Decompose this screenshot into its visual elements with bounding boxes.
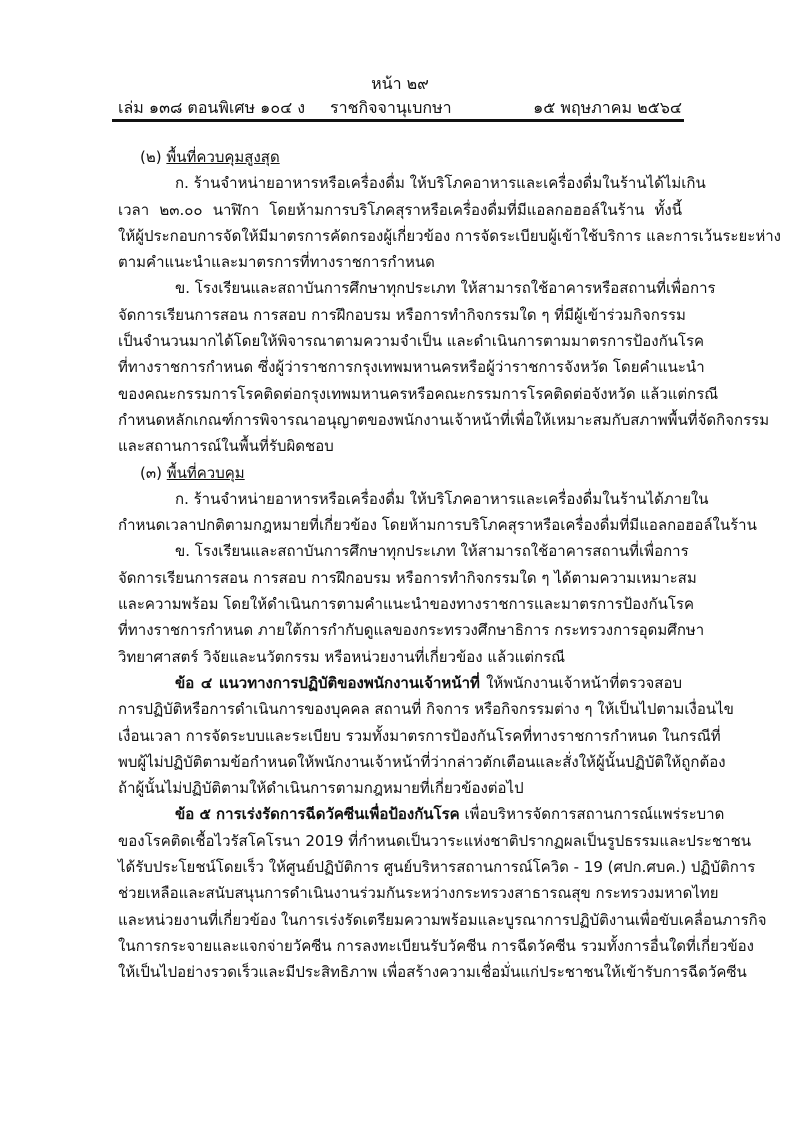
text-line: วิทยาศาสตร์ วิจัยและนวัตกรรม หรือหน่วยงานที่เกี่ยวข้อง แล้วแต่กรณี	[118, 647, 566, 666]
text-line: ก. ร้านจำหน่ายอาหารหรือเครื่องดื่ม ให้บริโภคอาหารและเครื่องดื่มในร้านได้ไม่เกิน	[175, 174, 706, 193]
header-rule	[112, 119, 684, 122]
text-line: กำหนดเวลาปกติตามกฎหมายที่เกี่ยวข้อง โดยห้ามการบริโภคสุราหรือเครื่องดื่มที่มีแอลกอฮอล์ในร้าน	[118, 516, 757, 535]
subsection-number: (๓)	[140, 463, 167, 482]
text-line: ที่ทางราชการกำหนด ซึ่งผู้ว่าราชการกรุงเทพมหานครหรือผู้ว่าราชการจังหวัด โดยคำแนะนำ	[118, 358, 705, 377]
page-number: หน้า ๒๙	[371, 74, 429, 93]
text-line: ในการกระจายและแจกจ่ายวัคซีน การลงทะเบียนรับวัคซีน การฉีดวัคซีน รวมทั้งการอื่นใดที่เกี่ยวข้อง	[118, 936, 754, 955]
text-line: ที่ทางราชการกำหนด ภายใต้การกำกับดูแลของกระทรวงศึกษาธิการ กระทรวงการอุดมศึกษา	[118, 621, 705, 640]
section-5-heading	[118, 801, 725, 827]
text-line: ให้เป็นไปอย่างรวดเร็วและมีประสิทธิภาพ เพื่อสร้างความเชื่อมั่นแก่ประชาชนให้เข้ารับการฉีดวัคซีน	[118, 963, 747, 982]
gazette-header	[118, 96, 682, 120]
section-title: ข้อ ๔ แนวทางการปฏิบัติของพนักงานเจ้าหน้าที่	[175, 673, 480, 692]
text-line: จัดการเรียนการสอน การสอบ การฝึกอบรม หรือการทำกิจกรรมใด ๆ ที่มีผู้เข้าร่วมกิจกรรม	[118, 305, 686, 324]
text-line: ช่วยเหลือและสนับสนุนการดำเนินงานร่วมกันระหว่างกระทรวงสาธารณสุข กระทรวงมหาดไทย	[118, 884, 719, 903]
text-line: ถ้าผู้นั้นไม่ปฏิบัติตามให้ดำเนินการตามกฎหมายที่เกี่ยวข้องต่อไป	[118, 779, 524, 798]
text-line: เวลา ๒๓.๐๐ นาฬิกา โดยห้ามการบริโภคสุราหรือเครื่องดื่มที่มีแอลกอฮอล์ในร้าน ทั้งนี้	[118, 200, 682, 219]
text-line: และสถานการณ์ในพื้นที่รับผิดชอบ	[118, 437, 334, 456]
volume-info: เล่ม ๑๓๘ ตอนพิเศษ ๑๐๔ ง	[118, 98, 306, 117]
text-line: จัดการเรียนการสอน การสอบ การฝึกอบรม หรือการทำกิจกรรมใด ๆ ได้ตามความเหมาะสม	[118, 568, 697, 587]
subsection-number: (๒)	[140, 148, 167, 166]
text-line: ได้รับประโยชน์โดยเร็ว ให้ศูนย์ปฏิบัติการ ศูนย์บริหารสถานการณ์โควิด - 19 (ศปก.ศบค.) ปฏิบัติการ	[118, 858, 756, 877]
text-line: เป็นจำนวนมากได้โดยให้พิจารณาตามความจำเป็น และดำเนินการตามมาตรการป้องกันโรค	[118, 332, 705, 351]
text-line: ข. โรงเรียนและสถาบันการศึกษาทุกประเภท ให้สามารถใช้อาคารสถานที่เพื่อการ	[175, 542, 689, 561]
text-line: การปฏิบัติหรือการดำเนินการของบุคคล สถานที่ กิจการ หรือกิจกรรมต่าง ๆ ให้เป็นไปตามเงื่อนไข	[118, 700, 734, 719]
subsection-title: พื้นที่ควบคุมสูงสุด	[166, 148, 280, 166]
text-line: กำหนดหลักเกณฑ์การพิจารณาอนุญาตของพนักงานเจ้าหน้าที่เพื่อให้เหมาะสมกับสภาพพื้นที่จัดกิจกรรม	[118, 410, 770, 429]
text-line: พบผู้ไม่ปฏิบัติตามข้อกำหนดให้พนักงานเจ้าหน้าที่ว่ากล่าวตักเตือนและสั่งให้ผู้นั้นปฏิบัติให้ถูกต้อง	[118, 752, 726, 771]
publication-date: ๑๕ พฤษภาคม ๒๕๖๔	[533, 98, 682, 117]
text-line: ข. โรงเรียนและสถาบันการศึกษาทุกประเภท ให้สามารถใช้อาคารหรือสถานที่เพื่อการ	[175, 279, 716, 298]
text-line: และความพร้อม โดยให้ดำเนินการตามคำแนะนำของทางราชการและมาตรการป้องกันโรค	[118, 595, 694, 614]
text-line: ให้ผู้ประกอบการจัดให้มีมาตรการคัดกรองผู้เกี่ยวข้อง การจัดระเบียบผู้เข้าใช้บริการ และการเว้นระยะห่าง	[118, 226, 781, 245]
text-line: เงื่อนเวลา การจัดระบบและระเบียบ รวมทั้งมาตรการป้องกันโรคที่ทางราชการกำหนด ในกรณีที่	[118, 726, 721, 745]
subsection-title: พื้นที่ควบคุม	[166, 463, 245, 482]
text-line: ก. ร้านจำหน่ายอาหารหรือเครื่องดื่ม ให้บริโภคอาหารและเครื่องดื่มในร้านได้ภายใน	[175, 489, 709, 508]
section-text: เพื่อบริหารจัดการสถานการณ์แพร่ระบาด	[459, 805, 725, 824]
text-line: ของคณะกรรมการโรคติดต่อกรุงเทพมหานครหรือคณะกรรมการโรคติดต่อจังหวัด แล้วแต่กรณี	[118, 384, 719, 403]
text-line: และหน่วยงานที่เกี่ยวข้อง ในการเร่งรัดเตรียมความพร้อมและบูรณาการปฏิบัติงานเพื่อขับเคลื่อนภารกิจ	[118, 910, 767, 929]
subsection-heading	[118, 144, 682, 170]
subsection-heading	[118, 460, 682, 486]
section-text: ให้พนักงานเจ้าหน้าที่ตรวจสอบ	[479, 673, 682, 692]
publication-name: ราชกิจจานุเบกษา	[330, 98, 452, 117]
section-4-heading	[118, 670, 682, 696]
section-title: ข้อ ๕ การเร่งรัดการฉีดวัคซีนเพื่อป้องกันโรค	[175, 805, 460, 824]
text-line: ของโรคติดเชื้อไวรัสโคโรนา 2019 ที่กำหนดเป็นวาระแห่งชาติปรากฏผลเป็นรูปธรรมและประชาชน	[118, 831, 752, 850]
text-line: ตามคำแนะนำและมาตรการที่ทางราชการกำหนด	[118, 253, 435, 272]
document-body	[118, 144, 781, 986]
